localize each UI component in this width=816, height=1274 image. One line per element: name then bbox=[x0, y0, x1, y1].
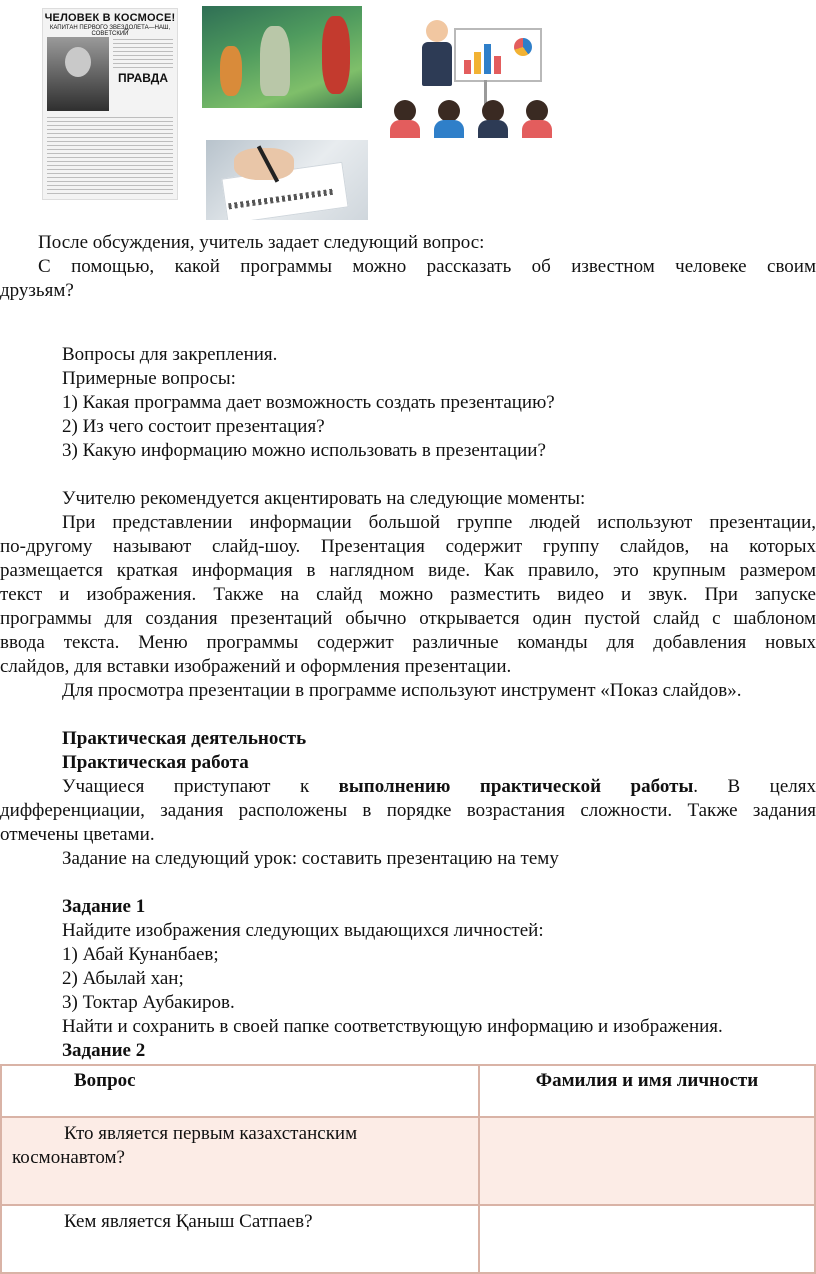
presentation-board bbox=[454, 28, 542, 82]
intro-line: После обсуждения, учитель задает следующий вопрос: bbox=[38, 232, 485, 253]
table-header-row bbox=[1, 1065, 815, 1117]
review-item: 2) Из чего состоит презентация? bbox=[62, 416, 325, 437]
task1-item: 2) Абылай хан; bbox=[62, 968, 184, 989]
header-question: Вопрос bbox=[1, 1065, 479, 1117]
slideshow-note: Для просмотра презентации в программе используют инструмент «Показ слайдов». bbox=[62, 680, 742, 701]
answer-cell[interactable] bbox=[479, 1117, 815, 1205]
newspaper-subline: КАПИТАН ПЕРВОГО ЗВЕЗДОЛЕТА—НАШ, СОВЕТСКИЙ bbox=[49, 25, 171, 37]
practice-subheading: Практическая работа bbox=[62, 752, 249, 773]
review-title: Вопросы для закрепления. bbox=[62, 344, 278, 365]
task1-intro: Найдите изображения следующих выдающихся личностей: bbox=[62, 920, 544, 941]
cosmonaut-portrait bbox=[47, 37, 109, 111]
newspaper-columns bbox=[47, 117, 173, 195]
review-subtitle: Примерные вопросы: bbox=[62, 368, 236, 389]
teacher-presentation-illustration bbox=[388, 18, 558, 142]
character-figure bbox=[322, 16, 350, 94]
review-item: 1) Какая программа дает возможность создать презентацию? bbox=[62, 392, 555, 413]
intro-question: С помощью, какой программы можно рассказать об известном человеке своим друзьям? bbox=[0, 256, 816, 301]
question-cell: Кто является первым казахстанским космонавтом? bbox=[1, 1117, 479, 1205]
task1-item: 1) Абай Кунанбаев; bbox=[62, 944, 219, 965]
teacher-notes-intro: Учителю рекомендуется акцентировать на следующие моменты: bbox=[62, 488, 586, 509]
newspaper-headline: ЧЕЛОВЕК В КОСМОСЕ! bbox=[44, 12, 176, 24]
question-cell: Кем является Қаныш Сатпаев? bbox=[1, 1205, 479, 1273]
teacher-notes-paragraph: При представлении информации большой группе людей используют презентации, по-другому называют слайд-шоу. Презентация содержит группу слайдов, на которых размещается краткая информация в наглядном виде. Как правило, это крупным размером текст и изображения. Также на слайд можно разместить видео и звук. При запуске программы для создания презентаций обычно открывается один пустой слайд с шаблоном ввода текста. Меню программы содержит различные команды для добавления новых слайдов, для вставки изображений и оформления презентации. bbox=[0, 512, 816, 677]
practice-heading: Практическая деятельность bbox=[62, 728, 307, 749]
teacher-body bbox=[422, 42, 452, 86]
newspaper-text-block bbox=[113, 39, 173, 69]
newspaper-image bbox=[42, 8, 178, 200]
review-item: 3) Какую информацию можно использовать в презентации? bbox=[62, 440, 546, 461]
table-row bbox=[1, 1117, 815, 1205]
task1-title: Задание 1 bbox=[62, 896, 146, 917]
task2-table bbox=[0, 1064, 816, 1262]
answer-cell[interactable] bbox=[479, 1205, 815, 1273]
homework-line: Задание на следующий урок: составить презентацию на тему bbox=[62, 848, 559, 869]
task2-title: Задание 2 bbox=[62, 1040, 146, 1061]
character-figure bbox=[260, 26, 290, 96]
teacher-head bbox=[426, 20, 448, 42]
task1-outro: Найти и сохранить в своей папке соответствующую информацию и изображения. bbox=[62, 1016, 723, 1037]
task1-item: 3) Токтар Аубакиров. bbox=[62, 992, 235, 1013]
header-name: Фамилия и имя личности bbox=[479, 1065, 815, 1117]
table-row bbox=[1, 1205, 815, 1273]
newspaper-brand: ПРАВДА bbox=[118, 71, 168, 85]
practice-paragraph: Учащиеся приступают к выполнению практической работы. В целях дифференциации, задания расположены в порядке возрастания сложности. Также задания отмечены цветами. bbox=[0, 776, 816, 845]
pie-chart-icon bbox=[514, 38, 532, 56]
character-figure bbox=[220, 46, 242, 96]
hand-writing-notebook-photo bbox=[206, 140, 368, 220]
fairy-tale-illustration bbox=[202, 6, 362, 108]
